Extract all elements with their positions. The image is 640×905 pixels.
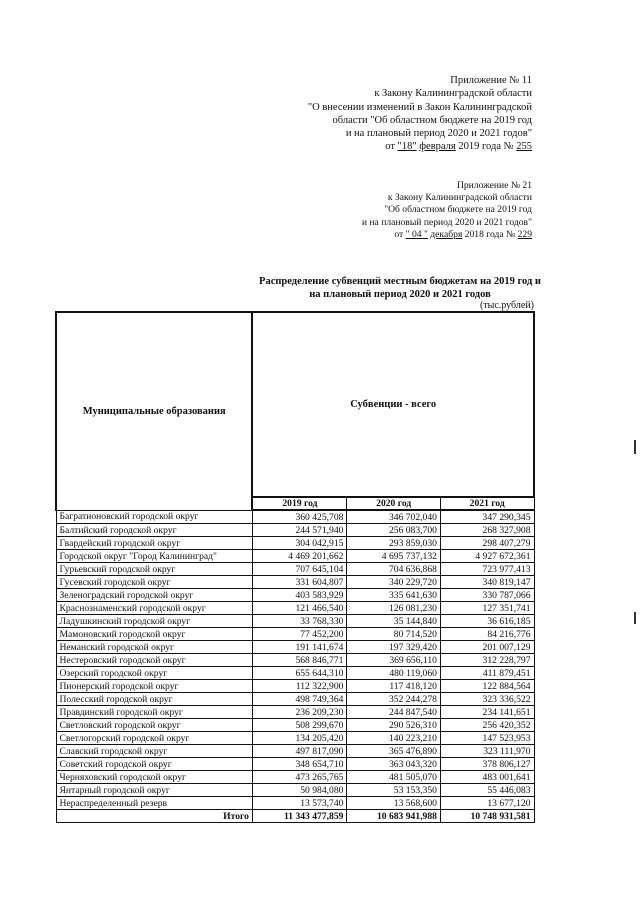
amount-cell: 134 205,420 — [252, 732, 347, 745]
municipality-name-cell: Краснознаменский городской округ — [56, 602, 252, 615]
table-row — [56, 693, 534, 706]
table-row — [56, 576, 534, 589]
amount-cell: 340 819,147 — [440, 576, 534, 589]
table-row — [56, 680, 534, 693]
municipality-name-cell: Гвардейский городской округ — [56, 537, 252, 550]
amount-cell: 707 645,104 — [252, 563, 347, 576]
amount-cell: 147 523,953 — [440, 732, 534, 745]
amount-cell: 365 476,890 — [347, 745, 441, 758]
municipality-name-cell: Янтарный городской округ — [56, 784, 252, 797]
header1-line4: области "Об областном бюджете на 2019 год — [332, 114, 532, 126]
year-2020-header: 2020 год — [347, 497, 441, 510]
amount-cell: 347 290,345 — [440, 510, 534, 524]
amount-cell: 121 466,540 — [252, 602, 347, 615]
amount-cell: 234 141,651 — [440, 706, 534, 719]
amount-cell: 312 228,797 — [440, 654, 534, 667]
municipality-name-cell: Черняховский городской округ — [56, 771, 252, 784]
header1-date-prefix: от — [385, 141, 398, 153]
municipality-name-cell: Полесский городской округ — [56, 693, 252, 706]
amount-cell: 50 984,080 — [252, 784, 347, 797]
amount-cell: 244 847,540 — [347, 706, 441, 719]
amount-cell: 80 714,520 — [347, 628, 441, 641]
table-row — [56, 510, 534, 524]
amount-cell: 126 081,230 — [347, 602, 441, 615]
municipality-name-cell: Светлогорский городской округ — [56, 732, 252, 745]
header2-line2: к Закону Калининградской области — [387, 192, 532, 204]
amount-cell: 403 583,929 — [252, 589, 347, 602]
header1-line2: к Закону Калининградской области — [374, 88, 532, 100]
amount-cell: 340 229,720 — [347, 576, 441, 589]
total-amount-cell: 10 748 931,581 — [440, 810, 534, 823]
appendix-11-header — [308, 74, 532, 154]
amount-cell: 77 452,200 — [252, 628, 347, 641]
year-2019-header: 2019 год — [252, 497, 347, 510]
amount-cell: 498 749,364 — [252, 693, 347, 706]
amount-cell: 330 787,066 — [440, 589, 534, 602]
amount-cell: 117 418,120 — [347, 680, 441, 693]
amount-cell: 33 768,330 — [252, 615, 347, 628]
amount-cell: 323 336,522 — [440, 693, 534, 706]
amount-cell: 201 007,129 — [440, 641, 534, 654]
amount-cell: 55 446,083 — [440, 784, 534, 797]
header1-line5: и на плановый период 2020 и 2021 годов" — [345, 128, 532, 140]
header1-date — [308, 140, 532, 153]
amount-cell: 481 505,070 — [347, 771, 441, 784]
amount-cell: 122 884,564 — [440, 680, 534, 693]
municipality-name-cell: Гусевский городской округ — [56, 576, 252, 589]
total-label: Итого — [56, 810, 252, 823]
table-row — [56, 745, 534, 758]
amount-cell: 244 571,940 — [252, 524, 347, 537]
municipality-column-header: Муниципальные образования — [56, 312, 252, 510]
table-row — [56, 524, 534, 537]
header2-date-number: 229 — [517, 228, 532, 240]
amount-cell: 290 526,310 — [347, 719, 441, 732]
header2-date-month: декабря — [430, 228, 463, 240]
header1-date-year: 2019 года № — [455, 141, 517, 153]
table-row — [56, 589, 534, 602]
amount-cell: 655 644,310 — [252, 667, 347, 680]
amount-cell: 348 654,710 — [252, 758, 347, 771]
amount-cell: 13 568,600 — [347, 797, 441, 810]
table-row — [56, 628, 534, 641]
table-row — [56, 784, 534, 797]
amount-cell: 352 244,278 — [347, 693, 441, 706]
table-row — [56, 615, 534, 628]
header2-line3: "Об областном бюджете на 2019 год — [384, 204, 532, 216]
amount-cell: 140 223,210 — [347, 732, 441, 745]
amount-cell: 4 927 672,361 — [440, 550, 534, 563]
amount-cell: 84 216,776 — [440, 628, 534, 641]
appendix-21-header — [362, 180, 532, 241]
title-line1: Распределение субвенций местным бюджетам на 2019 год и — [259, 276, 541, 287]
units-label: (тыс.рублей) — [479, 300, 534, 311]
amount-cell: 497 817,090 — [252, 745, 347, 758]
municipality-name-cell: Озерский городской округ — [56, 667, 252, 680]
amount-cell: 36 616,185 — [440, 615, 534, 628]
amount-cell: 53 153,350 — [347, 784, 441, 797]
total-amount-cell: 10 683 941,988 — [347, 810, 441, 823]
total-row — [56, 810, 534, 823]
municipality-name-cell: Городской округ "Город Калининград" — [56, 550, 252, 563]
amount-cell: 197 329,420 — [347, 641, 441, 654]
amount-cell: 360 425,708 — [252, 510, 347, 524]
municipality-name-cell: Гурьевский городской округ — [56, 563, 252, 576]
amount-cell: 256 083,700 — [347, 524, 441, 537]
header1-date-month: февраля — [419, 141, 456, 153]
amount-cell: 4 469 201,662 — [252, 550, 347, 563]
subventions-column-header: Субвенции - всего — [252, 312, 534, 497]
title-line2: на плановый период 2020 и 2021 годов — [309, 288, 491, 300]
municipality-name-cell: Пионерский городской округ — [56, 680, 252, 693]
header2-line1: Приложение № 21 — [456, 180, 532, 191]
municipality-name-cell: Балтийский городской округ — [56, 524, 252, 537]
header1-date-day: "18" — [397, 141, 417, 153]
table-row — [56, 537, 534, 550]
amount-cell: 127 351,741 — [440, 602, 534, 615]
amount-cell: 473 265,765 — [252, 771, 347, 784]
scan-edge-mark — [634, 440, 636, 454]
table-row — [56, 771, 534, 784]
document-title — [250, 276, 550, 301]
scan-edge-mark — [634, 612, 636, 624]
table-row — [56, 797, 534, 810]
total-amount-cell: 11 343 477,859 — [252, 810, 347, 823]
header1-line1: Приложение № 11 — [450, 75, 532, 86]
table-row — [56, 550, 534, 563]
municipality-name-cell: Правдинский городской округ — [56, 706, 252, 719]
municipality-name-cell: Багратионовский городской округ — [56, 510, 252, 524]
amount-cell: 323 111,970 — [440, 745, 534, 758]
subventions-table — [55, 311, 535, 823]
table-row — [56, 563, 534, 576]
amount-cell: 508 299,670 — [252, 719, 347, 732]
table-row — [56, 641, 534, 654]
amount-cell: 13 573,740 — [252, 797, 347, 810]
amount-cell: 335 641,630 — [347, 589, 441, 602]
municipality-name-cell: Советский городской округ — [56, 758, 252, 771]
header1-line3: "О внесении изменений в Закон Калининградской — [307, 101, 532, 113]
municipality-name-cell: Нераспределенный резерв — [56, 797, 252, 810]
header2-date-prefix: от — [394, 228, 406, 240]
table-header-row — [56, 312, 534, 497]
header2-date — [362, 229, 532, 241]
municipality-name-cell: Мамоновский городской округ — [56, 628, 252, 641]
amount-cell: 112 322,900 — [252, 680, 347, 693]
municipality-name-cell: Нестеровский городской округ — [56, 654, 252, 667]
amount-cell: 369 656,110 — [347, 654, 441, 667]
amount-cell: 568 846,771 — [252, 654, 347, 667]
table-row — [56, 602, 534, 615]
municipality-name-cell: Зеленоградский городской округ — [56, 589, 252, 602]
table-row — [56, 706, 534, 719]
amount-cell: 704 636,868 — [347, 563, 441, 576]
amount-cell: 256 420,352 — [440, 719, 534, 732]
amount-cell: 304 042,915 — [252, 537, 347, 550]
amount-cell: 363 043,320 — [347, 758, 441, 771]
amount-cell: 236 209,230 — [252, 706, 347, 719]
amount-cell: 268 327,908 — [440, 524, 534, 537]
amount-cell: 191 141,674 — [252, 641, 347, 654]
table-row — [56, 732, 534, 745]
amount-cell: 483 001,641 — [440, 771, 534, 784]
municipality-name-cell: Светловский городской округ — [56, 719, 252, 732]
year-2021-header: 2021 год — [440, 497, 534, 510]
amount-cell: 4 695 737,132 — [347, 550, 441, 563]
amount-cell: 13 677,120 — [440, 797, 534, 810]
header2-date-year: 2018 года № — [462, 228, 518, 240]
header1-date-number: 255 — [516, 141, 532, 153]
amount-cell: 298 407,279 — [440, 537, 534, 550]
table-row — [56, 667, 534, 680]
table-row — [56, 654, 534, 667]
amount-cell: 480 119,060 — [347, 667, 441, 680]
amount-cell: 723 977,413 — [440, 563, 534, 576]
amount-cell: 331 604,807 — [252, 576, 347, 589]
amount-cell: 35 144,840 — [347, 615, 441, 628]
municipality-name-cell: Славский городской округ — [56, 745, 252, 758]
table-row — [56, 719, 534, 732]
amount-cell: 378 806,127 — [440, 758, 534, 771]
header2-line4: и на плановый период 2020 и 2021 годов" — [361, 216, 532, 228]
header2-date-day: " 04 " — [405, 228, 428, 240]
municipality-name-cell: Ладушкинский городской округ — [56, 615, 252, 628]
municipality-name-cell: Неманский городской округ — [56, 641, 252, 654]
table-row — [56, 758, 534, 771]
amount-cell: 411 879,451 — [440, 667, 534, 680]
amount-cell: 346 702,040 — [347, 510, 441, 524]
amount-cell: 293 859,030 — [347, 537, 441, 550]
